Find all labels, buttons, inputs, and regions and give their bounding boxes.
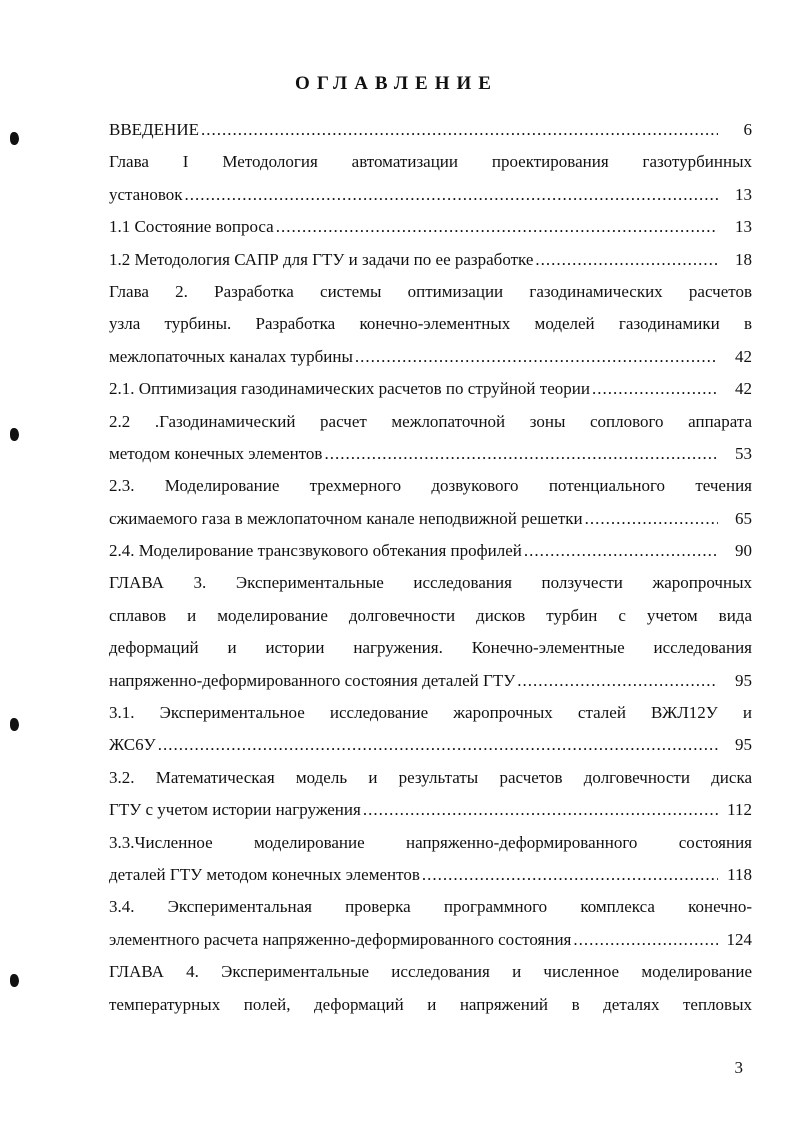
- toc-entry-title: 1.2 Методология САПР для ГТУ и задачи по ее разработке: [109, 249, 534, 269]
- toc-entry: [109, 567, 752, 697]
- toc-page-number: 53: [735, 443, 752, 463]
- toc-entry-row: [109, 341, 752, 373]
- toc-entry-line: 3.2. Математическая модель и результаты расчетов долговечности диска: [109, 767, 752, 787]
- toc-page-number: 65: [735, 508, 752, 528]
- toc-dot-leader: [585, 503, 718, 535]
- toc-entry-line: 3.4. Экспериментальная проверка программного комплекса конечно-: [109, 897, 752, 917]
- toc-page-number: 6: [743, 120, 752, 139]
- toc-entry-title: методом конечных элементов: [109, 443, 323, 463]
- toc-dot-leader: [517, 665, 718, 697]
- toc-entry-line: деформаций и истории нагружения. Конечно-элементные исследования: [109, 638, 752, 658]
- toc-entry: [109, 535, 752, 567]
- toc-entry-line: 3.1. Экспериментальное исследование жаропрочных сталей ВЖЛ12У и: [109, 703, 752, 723]
- toc-page-number: 112: [727, 800, 752, 820]
- punch-mark: [10, 132, 19, 145]
- toc-page-number: 13: [735, 217, 752, 237]
- toc-entry-row: [109, 179, 752, 211]
- toc-entry-title: установок: [109, 184, 183, 204]
- toc-dot-leader: [276, 211, 718, 243]
- toc-entry-row: [109, 924, 752, 956]
- toc-entry: [109, 146, 752, 211]
- toc-entry-title: 2.1. Оптимизация газодинамических расчетов по струйной теории: [109, 379, 590, 399]
- toc-entry: [109, 373, 752, 405]
- toc-entry: [109, 244, 752, 276]
- toc-entry: [109, 762, 752, 827]
- toc-entry-line: ГЛАВА 4. Экспериментальные исследования и численное моделирование: [109, 962, 752, 982]
- toc-entry-title: напряженно-деформированного состояния деталей ГТУ: [109, 670, 516, 690]
- punch-mark: [10, 718, 19, 731]
- toc-entry-line: 2.2 .Газодинамический расчет межлопаточной зоны соплового аппарата: [109, 411, 752, 431]
- toc-entry-row: [109, 535, 752, 567]
- toc-entry: [109, 470, 752, 535]
- toc-entry-row: [109, 859, 752, 891]
- toc-dot-leader: [324, 438, 718, 470]
- toc-page-number: 124: [726, 929, 752, 949]
- toc-entry-line: узла турбины. Разработка конечно-элементных моделей газодинамики в: [109, 314, 752, 334]
- toc-entry-row: [109, 373, 752, 405]
- punch-mark: [10, 428, 19, 441]
- toc-entry: [109, 891, 752, 956]
- punch-mark: [10, 974, 19, 987]
- page-title: ОГЛАВЛЕНИЕ: [295, 73, 498, 94]
- toc-entry: [109, 827, 752, 892]
- toc-page-number: 118: [727, 864, 752, 884]
- toc-dot-leader: [422, 859, 718, 891]
- toc-entry: [109, 276, 752, 373]
- toc-entry-line: Глава 2. Разработка системы оптимизации газодинамических расчетов: [109, 281, 752, 301]
- toc-page-number: 42: [735, 379, 752, 399]
- page-number: 3: [734, 1058, 743, 1077]
- toc-entry-line: ГЛАВА 3. Экспериментальные исследования ползучести жаропрочных: [109, 573, 752, 593]
- toc-dot-leader: [355, 341, 718, 373]
- toc-page-number: 95: [735, 670, 752, 690]
- toc-page-number: 95: [735, 735, 752, 755]
- toc-entry-row: [109, 438, 752, 470]
- toc-entry-row: [109, 665, 752, 697]
- toc-entry-title: 1.1 Состояние вопроса: [109, 217, 274, 237]
- toc-entry: [109, 114, 752, 146]
- toc-dot-leader: [573, 924, 718, 956]
- toc-dot-leader: [185, 179, 719, 211]
- toc-entry-line: 2.3. Моделирование трехмерного дозвукового потенциального течения: [109, 476, 752, 496]
- toc-entry: [109, 956, 752, 1021]
- table-of-contents: [109, 114, 752, 1021]
- toc-entry-line: Глава I Методология автоматизации проектирования газотурбинных: [109, 152, 752, 172]
- toc-dot-leader: [524, 535, 718, 567]
- toc-entry: [109, 211, 752, 243]
- toc-entry-line: сплавов и моделирование долговечности дисков турбин с учетом вида: [109, 605, 752, 625]
- toc-entry-title: ГТУ с учетом истории нагружения: [109, 800, 361, 820]
- toc-entry-title: ВВЕДЕНИЕ: [109, 120, 199, 139]
- toc-entry-title: межлопаточных каналах турбины: [109, 346, 353, 366]
- toc-entry-title: ЖС6У: [109, 735, 156, 755]
- toc-entry-line: температурных полей, деформаций и напряжений в деталях тепловых: [109, 994, 752, 1014]
- toc-entry-row: [109, 211, 752, 243]
- toc-entry-row: [109, 729, 752, 761]
- toc-dot-leader: [363, 794, 718, 826]
- toc-entry-row: [109, 114, 752, 146]
- toc-page-number: 18: [735, 249, 752, 269]
- toc-entry-title: элементного расчета напряженно-деформированного состояния: [109, 929, 572, 949]
- toc-page-number: 42: [735, 346, 752, 366]
- toc-dot-leader: [158, 729, 718, 761]
- toc-entry-row: [109, 244, 752, 276]
- toc-dot-leader: [201, 114, 718, 146]
- toc-dot-leader: [535, 244, 718, 276]
- toc-entry-title: деталей ГТУ методом конечных элементов: [109, 864, 420, 884]
- toc-entry-row: [109, 794, 752, 826]
- toc-entry: [109, 697, 752, 762]
- toc-page-number: 13: [735, 184, 752, 204]
- toc-entry: [109, 406, 752, 471]
- toc-page-number: 90: [735, 541, 752, 561]
- toc-entry-row: [109, 503, 752, 535]
- toc-entry-title: 2.4. Моделирование трансзвукового обтекания профилей: [109, 541, 522, 561]
- toc-dot-leader: [592, 373, 718, 405]
- toc-entry-title: сжимаемого газа в межлопаточном канале неподвижной решетки: [109, 508, 583, 528]
- toc-entry-line: 3.3.Численное моделирование напряженно-деформированного состояния: [109, 832, 752, 852]
